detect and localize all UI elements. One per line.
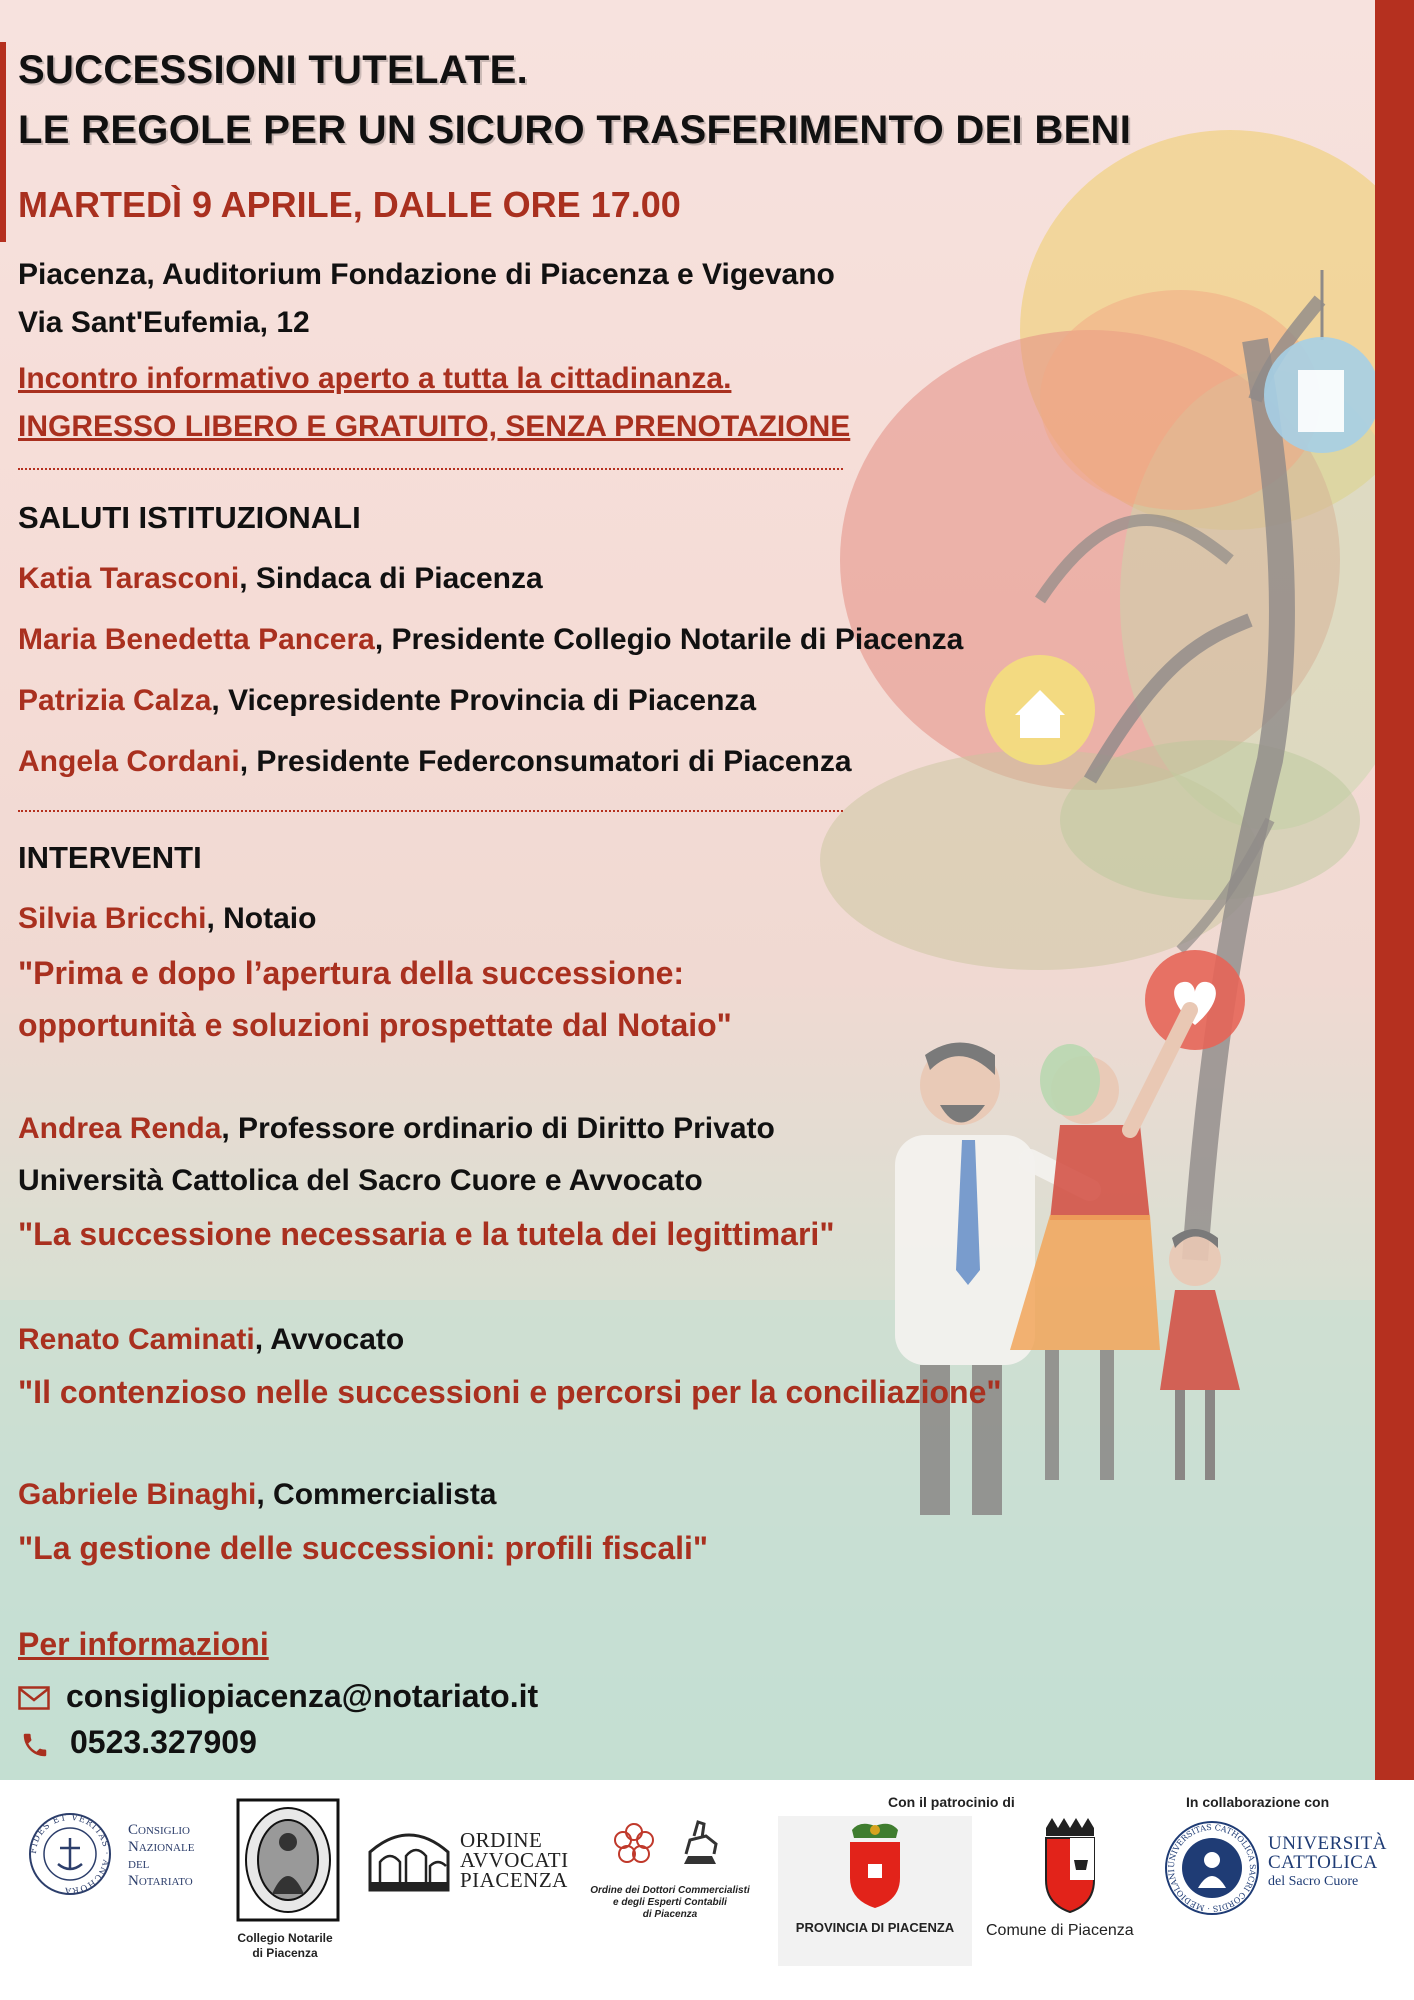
cattolica-name — [1268, 1834, 1387, 1891]
cnn-seal-text: FIDES ET VERITAS · ANCHORA — [28, 1812, 112, 1896]
speaker-role: , Commercialista — [256, 1478, 497, 1511]
cnn-line-2: Nazionale — [128, 1839, 195, 1855]
speaker-role: , Avvocato — [254, 1323, 405, 1356]
person-name: Patrizia Calza — [18, 684, 212, 717]
cnn-seal-logo — [28, 1812, 112, 1896]
speaker-role: , Professore ordinario di Diritto Privato — [221, 1112, 775, 1145]
info-email-link[interactable]: consigliopiacenza@notariato.it — [66, 1678, 539, 1714]
accent-left-bar — [0, 42, 6, 242]
collaborazione-label: In collaborazione con — [1186, 1794, 1330, 1810]
avvocati-line-1: ORDINE — [460, 1828, 543, 1852]
divider-1 — [18, 468, 843, 470]
notice-line-1: Incontro informativo aperto a tutta la cittadinanza. — [18, 362, 732, 395]
title-line-1: SUCCESSIONI TUTELATE. — [18, 48, 529, 92]
saluti-person-2 — [18, 623, 963, 657]
speaker-role: , Notaio — [206, 902, 317, 935]
comune-label: Comune di Piacenza — [986, 1922, 1134, 1939]
avvocati-line-2: AVVOCATI — [460, 1848, 569, 1872]
speaker-name: Silvia Bricchi — [18, 902, 207, 935]
talk-4-line-1: "La gestione delle successioni: profili fiscali" — [18, 1530, 709, 1566]
sponsor-footer — [0, 1780, 1414, 2000]
person-name: Katia Tarasconi — [18, 562, 240, 595]
envelope-icon — [18, 1686, 50, 1710]
info-heading: Per informazioni — [18, 1626, 269, 1662]
cattolica-line-1: UNIVERSITÀ — [1268, 1833, 1387, 1854]
saluti-person-4 — [18, 745, 852, 779]
info-phone-link[interactable]: 0523.327909 — [70, 1724, 257, 1760]
talk-1-line-1: "Prima e dopo l’apertura della successione: — [18, 955, 685, 991]
accent-right-bar — [1375, 0, 1414, 1780]
person-role: , Presidente Collegio Notarile di Piacenza — [374, 623, 964, 656]
location-line-1: Piacenza, Auditorium Fondazione di Piacenza e Vigevano — [18, 258, 835, 291]
speaker-1 — [18, 902, 316, 936]
speaker-name: Renato Caminati — [18, 1323, 255, 1356]
provincia-crest-icon — [840, 1820, 910, 1910]
patrocinio-label: Con il patrocinio di — [888, 1794, 1015, 1810]
talk-2-line-1: "La successione necessaria e la tutela dei legittimari" — [18, 1216, 835, 1252]
speaker-name: Gabriele Binaghi — [18, 1478, 257, 1511]
avvocati-name — [460, 1830, 569, 1890]
saluti-heading: SALUTI ISTITUZIONALI — [18, 500, 361, 535]
cattolica-seal-logo — [1164, 1820, 1260, 1916]
speaker-2 — [18, 1112, 775, 1146]
cattolica-line-2: CATTOLICA — [1268, 1852, 1378, 1873]
avvocati-line-3: PIACENZA — [460, 1868, 568, 1892]
equestrian-statue-logo — [676, 1816, 724, 1868]
phone-icon — [20, 1730, 50, 1760]
collegio-label-line-2: di Piacenza — [252, 1946, 318, 1960]
interventi-heading: INTERVENTI — [18, 840, 202, 875]
person-role: , Presidente Federconsumatori di Piacenza — [239, 745, 852, 778]
notice-line-2: INGRESSO LIBERO E GRATUITO, SENZA PRENOTAZIONE — [18, 410, 851, 443]
comune-crest-icon — [1040, 1814, 1100, 1914]
person-role: , Sindaca di Piacenza — [239, 562, 543, 595]
cnn-line-1: Consiglio — [128, 1822, 190, 1838]
divider-2 — [18, 810, 843, 812]
ordine-avvocati-logo — [366, 1822, 452, 1894]
commercialisti-line-3: di Piacenza — [642, 1909, 698, 1920]
provincia-label: PROVINCIA DI PIACENZA — [795, 1920, 955, 1935]
cattolica-line-3: del Sacro Cuore — [1268, 1874, 1359, 1889]
cattolica-seal-text: UNIVERSITAS CATHOLICA SACRI CORDIS · MEDIOLANI — [1166, 1822, 1258, 1914]
commercialisti-rosette-logo — [612, 1822, 656, 1866]
person-name: Angela Cordani — [18, 745, 240, 778]
person-role: , Vicepresidente Provincia di Piacenza — [211, 684, 757, 717]
collegio-notarile-emblem — [236, 1798, 340, 1922]
talk-1-line-2: opportunità e soluzioni prospettate dal Notaio" — [18, 1007, 732, 1043]
collegio-label — [210, 1931, 360, 1961]
saluti-person-3 — [18, 684, 756, 718]
cnn-line-4: Notariato — [128, 1873, 193, 1889]
speaker-4 — [18, 1478, 497, 1512]
collegio-label-line-1: Collegio Notarile — [237, 1931, 333, 1945]
commercialisti-line-2: e degli Esperti Contabili — [613, 1897, 727, 1908]
title-line-2: LE REGOLE PER UN SICURO TRASFERIMENTO DEI BENI — [18, 108, 1132, 152]
cnn-line-3: del — [128, 1856, 150, 1872]
location-line-2: Via Sant'Eufemia, 12 — [18, 306, 310, 339]
person-name: Maria Benedetta Pancera — [18, 623, 375, 656]
event-date: MARTEDÌ 9 APRILE, DALLE ORE 17.00 — [18, 184, 681, 225]
commercialisti-name — [560, 1885, 780, 1921]
saluti-person-1 — [18, 562, 543, 596]
speaker-3 — [18, 1323, 404, 1357]
cnn-name — [128, 1822, 238, 1890]
commercialisti-line-1: Ordine dei Dottori Commercialisti — [590, 1885, 750, 1896]
talk-3-line-1: "Il contenzioso nelle successioni e percorsi per la conciliazione" — [18, 1374, 1002, 1410]
speaker-2-affiliation: Università Cattolica del Sacro Cuore e Avvocato — [18, 1164, 703, 1197]
speaker-name: Andrea Renda — [18, 1112, 222, 1145]
